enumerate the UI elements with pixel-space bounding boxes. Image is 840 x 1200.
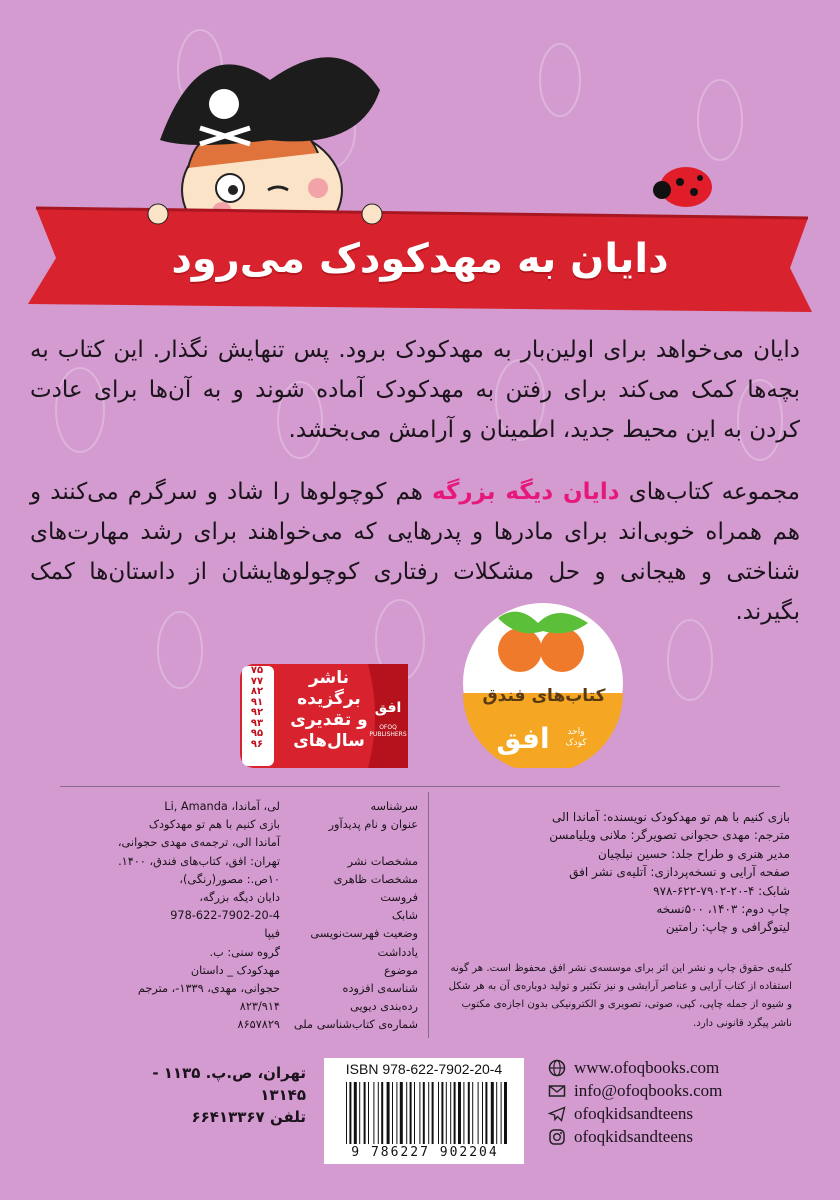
credit-line: لیتوگرافی و چاپ: رامتین <box>665 920 790 935</box>
telegram-link[interactable]: ofoqkidsandteens <box>548 1102 808 1125</box>
barcode-bar <box>454 1082 456 1144</box>
award-years: ۷۵ ۷۷ ۸۲ ۹۱ ۹۲ ۹۳ ۹۵ ۹۶ <box>250 665 264 750</box>
barcode-bar <box>496 1082 497 1144</box>
cip-labels: سرشناسه عنوان و نام پدیدآور مشخصات نشر مشخصات ظاهری فروست شابک وضعیت فهرست‌نویسی یادداشت موضوع شناسه‌ی افزوده رده‌بندی دیویی شماره‌ی کتاب‌شناسی ملی <box>293 800 418 1032</box>
ofoq-logo-sub: OFOQ PUBLISHERS <box>369 724 407 738</box>
contact-list <box>548 1056 808 1148</box>
book-title: دایان به مهدکودک می‌رود <box>171 236 669 282</box>
credit-line: چاپ دوم: ۱۴۰۳، ۵۰۰نسخه <box>656 902 790 917</box>
barcode-bar <box>423 1082 425 1144</box>
barcode-bar <box>501 1082 502 1144</box>
instagram-link[interactable]: ofoqkidsandteens <box>548 1125 808 1148</box>
barcode-bar <box>438 1082 439 1144</box>
copyright-notice: کلیه‌ی حقوق چاپ و نشر این اثر برای موسسه‌ی نشر افق محفوظ است. هر گونه استفاده از کتاب آرایی و عناصر آرایشی و نیز تکثیر و تولید دوباره‌ی آن به هر شکل و شیوه از جمله چاپی، کپی، صوتی، تصویری و الکترونیکی بدون اجازه‌ی مکتوب ناشر پیگرد قانونی دارد. <box>448 963 792 1029</box>
ofoq-brand: افق <box>496 722 550 755</box>
series-paragraph <box>30 472 800 632</box>
barcode-bar <box>410 1082 412 1144</box>
barcode-bar <box>378 1082 379 1144</box>
barcode-bar <box>472 1082 473 1144</box>
barcode-bar <box>373 1082 374 1144</box>
pirate-hat-icon <box>160 57 380 145</box>
divider <box>60 786 780 787</box>
barcode-bar <box>400 1082 403 1144</box>
barcode-bar <box>368 1082 369 1144</box>
book-credits <box>440 808 790 937</box>
barcode-bar <box>396 1082 397 1144</box>
barcode-bar <box>392 1082 393 1144</box>
series-name: دایان دیگه بزرگه <box>432 479 620 505</box>
email-link[interactable]: info@ofoqbooks.com <box>548 1079 808 1102</box>
publisher-address: تهران، ص.پ. ۱۱۳۵ - ۱۳۱۴۵ تلفن ۶۶۴۱۳۳۶۷ <box>152 1064 306 1126</box>
barcode-bar <box>381 1082 383 1144</box>
barcode-bar <box>485 1082 487 1144</box>
barcode-bar <box>354 1082 357 1144</box>
barcode-bar <box>387 1082 390 1144</box>
barcode-bar <box>419 1082 420 1144</box>
barcode-bar <box>478 1082 479 1144</box>
mail-icon <box>548 1082 566 1100</box>
barcode-bar <box>349 1082 351 1144</box>
barcode-bar <box>441 1082 443 1144</box>
description-paragraph: دایان می‌خواهد برای اولین‌بار به مهدکودک برود. پس تنهایش نگذار. این کتاب به بچه‌ها کمک می‌کند برای رفتن به مهدکودک آماده شوند و به آن‌ها برای عادت کردن به این محیط جدید، اطمینان و آرامش می‌بخشد. <box>30 337 800 443</box>
ladybug-icon <box>653 167 712 207</box>
barcode-bar <box>463 1082 464 1144</box>
barcode-bar <box>406 1082 407 1144</box>
ofoq-sub: واحد کودک <box>565 727 587 748</box>
barcode <box>344 1082 514 1146</box>
barcode-bar <box>458 1082 461 1144</box>
barcode-bar <box>446 1082 447 1144</box>
credit-line: مترجم: مهدی حجوانی تصویرگر: ملانی ویلیامسن <box>549 828 790 843</box>
barcode-bar <box>491 1082 494 1144</box>
barcode-bar <box>450 1082 451 1144</box>
isbn-label: ISBN 978-622-7902-20-4 <box>345 1061 503 1077</box>
credit-line: بازی کنیم با هم تو مهدکودک نویسنده: آماندا الی <box>552 810 790 824</box>
ofoq-logo: افق <box>374 700 402 716</box>
credit-line: صفحه آرایی و نسخه‌پردازی: آتلیه‌ی نشر افق <box>569 865 790 880</box>
barcode-bar <box>359 1082 360 1144</box>
barcode-bar <box>346 1082 347 1144</box>
isbn-digits: 9 786227 902204 <box>351 1145 499 1160</box>
barcode-bar <box>432 1082 434 1144</box>
fandogh-label: کتاب‌های فندق <box>482 686 606 706</box>
barcode-bar <box>468 1082 470 1144</box>
barcode-bar <box>504 1082 507 1144</box>
barcode-bar <box>364 1082 366 1144</box>
instagram-icon <box>548 1128 566 1146</box>
barcode-bar <box>482 1082 483 1144</box>
cip-values: لی، آماندا، Li, Amanda بازی کنیم با هم تو مهدکودک آماندا الی، ترجمه‌ی مهدی حجوانی، تهران: افق، کتاب‌های فندق، ۱۴۰۰. ۱۰ص.: مصور(رنگی)، دایان دیگه بزرگه، 978-622-7902-20-4 فیپا گروه سنی: ب. مهدکودک _ داستان حجوانی، مهدی، ۱۳۳۹-، مترجم ۸۲۳/۹۱۴ ۸۶۵۷۸۲۹ <box>117 800 280 1032</box>
telegram-icon <box>548 1105 566 1123</box>
credit-line: مدیر هنری و طراح جلد: حسین نیلچیان <box>598 846 790 861</box>
credit-line: شابک: ۴-۲۰-۷۹۰۲-۶۲۲-۹۷۸ <box>653 883 790 898</box>
series-prefix: مجموعه کتاب‌های <box>619 479 800 505</box>
globe-icon <box>548 1059 566 1077</box>
award-text: ناشر برگزیده و تقدیری سال‌های <box>290 668 368 751</box>
barcode-bar <box>428 1082 429 1144</box>
divider <box>428 792 429 1038</box>
series-suffix: هم کوچولوها را شاد و سرگرم می‌کنند و هم همراه خوبی‌اند برای مادرها و پدرهایی که می‌خواهند برای رشد مهارت‌های شناختی و هیجانی و حل مشکلات رفتاری کوچولوهایشان از داستان‌ها کمک بگیرند. <box>30 479 800 625</box>
barcode-bar <box>414 1082 415 1144</box>
website-link[interactable]: www.ofoqbooks.com <box>548 1056 808 1079</box>
